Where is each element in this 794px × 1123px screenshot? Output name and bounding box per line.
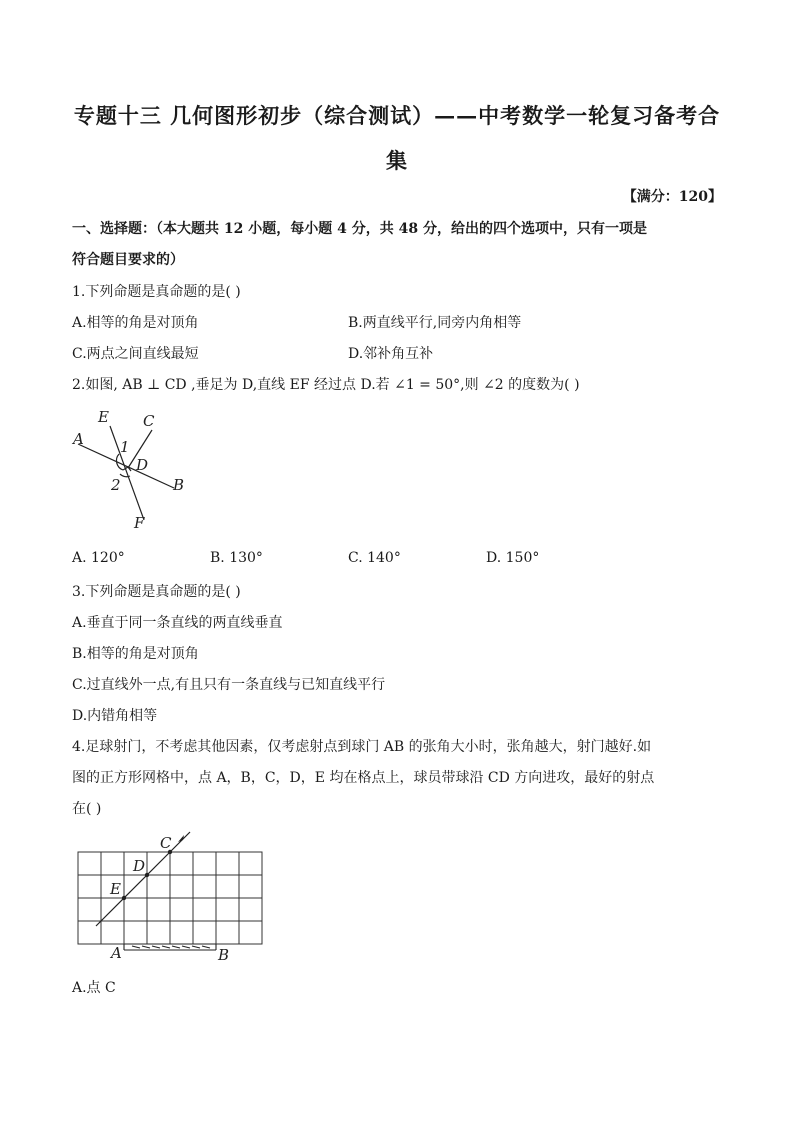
question-2-option-a: A. 120°: [72, 550, 125, 566]
label-a: A: [111, 944, 122, 962]
label-1: 1: [120, 438, 130, 456]
question-1-stem: 1.下列命题是真命题的是( ): [72, 284, 241, 300]
page-title-line2: 集: [386, 148, 408, 173]
question-1-option-d: D.邻补角互补: [348, 346, 434, 362]
full-score-label: 【满分：120】: [622, 189, 722, 205]
label-c: C: [143, 412, 155, 430]
question-2-stem: 2.如图, AB ⊥ CD ,垂足为 D,直线 EF 经过点 D.若 ∠1 = 50°,则 ∠2 的度数为( ): [72, 377, 580, 393]
section-heading-line2: 符合题目要求的）: [72, 252, 184, 268]
question-4-stem-line2: 图的正方形网格中，点 A，B，C，D，E 均在格点上，球员带球沿 CD 方向进攻，最好的射点: [72, 770, 655, 786]
question-1-option-b: B.两直线平行,同旁内角相等: [348, 315, 522, 331]
label-f: F: [134, 514, 145, 532]
question-4-option-a: A.点 C: [72, 980, 116, 996]
label-b: B: [173, 476, 185, 494]
attack-line-cd: [96, 832, 190, 926]
section-heading-line1: 一、选择题：（本大题共 12 小题，每小题 4 分，共 48 分，给出的四个选项中，只有一项是: [72, 221, 647, 237]
label-a: A: [73, 430, 84, 448]
question-2-option-b: B. 130°: [210, 550, 263, 566]
label-c: C: [160, 834, 172, 852]
goal-ab: [124, 944, 216, 950]
question-4-figure: [70, 828, 270, 968]
question-3-option-b: B.相等的角是对顶角: [72, 646, 199, 662]
label-d: D: [133, 857, 146, 875]
angle-2-arc: [120, 474, 130, 477]
question-3-option-d: D.内错角相等: [72, 708, 158, 724]
question-3-option-c: C.过直线外一点,有且只有一条直线与已知直线平行: [72, 677, 386, 693]
question-1-option-c: C.两点之间直线最短: [72, 346, 199, 362]
square-grid: [78, 852, 262, 944]
label-e: E: [98, 408, 109, 426]
question-3-stem: 3.下列命题是真命题的是( ): [72, 584, 241, 600]
question-2-figure: [70, 404, 200, 534]
point-e: [122, 896, 126, 900]
question-2-option-c: C. 140°: [348, 550, 401, 566]
label-d: D: [136, 456, 149, 474]
question-1-option-a: A.相等的角是对顶角: [72, 315, 199, 331]
question-3-option-a: A.垂直于同一条直线的两直线垂直: [72, 615, 283, 631]
label-b: B: [218, 946, 230, 964]
label-e: E: [110, 880, 121, 898]
label-2: 2: [111, 476, 121, 494]
question-4-stem-line3: 在( ): [72, 801, 102, 817]
page-title-line1: 专题十三 几何图形初步（综合测试）——中考数学一轮复习备考合: [73, 103, 721, 128]
point-d: [145, 873, 149, 877]
question-4-stem-line1: 4.足球射门，不考虑其他因素，仅考虑射点到球门 AB 的张角大小时，张角越大，射门越好.如: [72, 739, 652, 755]
question-2-option-d: D. 150°: [486, 550, 540, 566]
